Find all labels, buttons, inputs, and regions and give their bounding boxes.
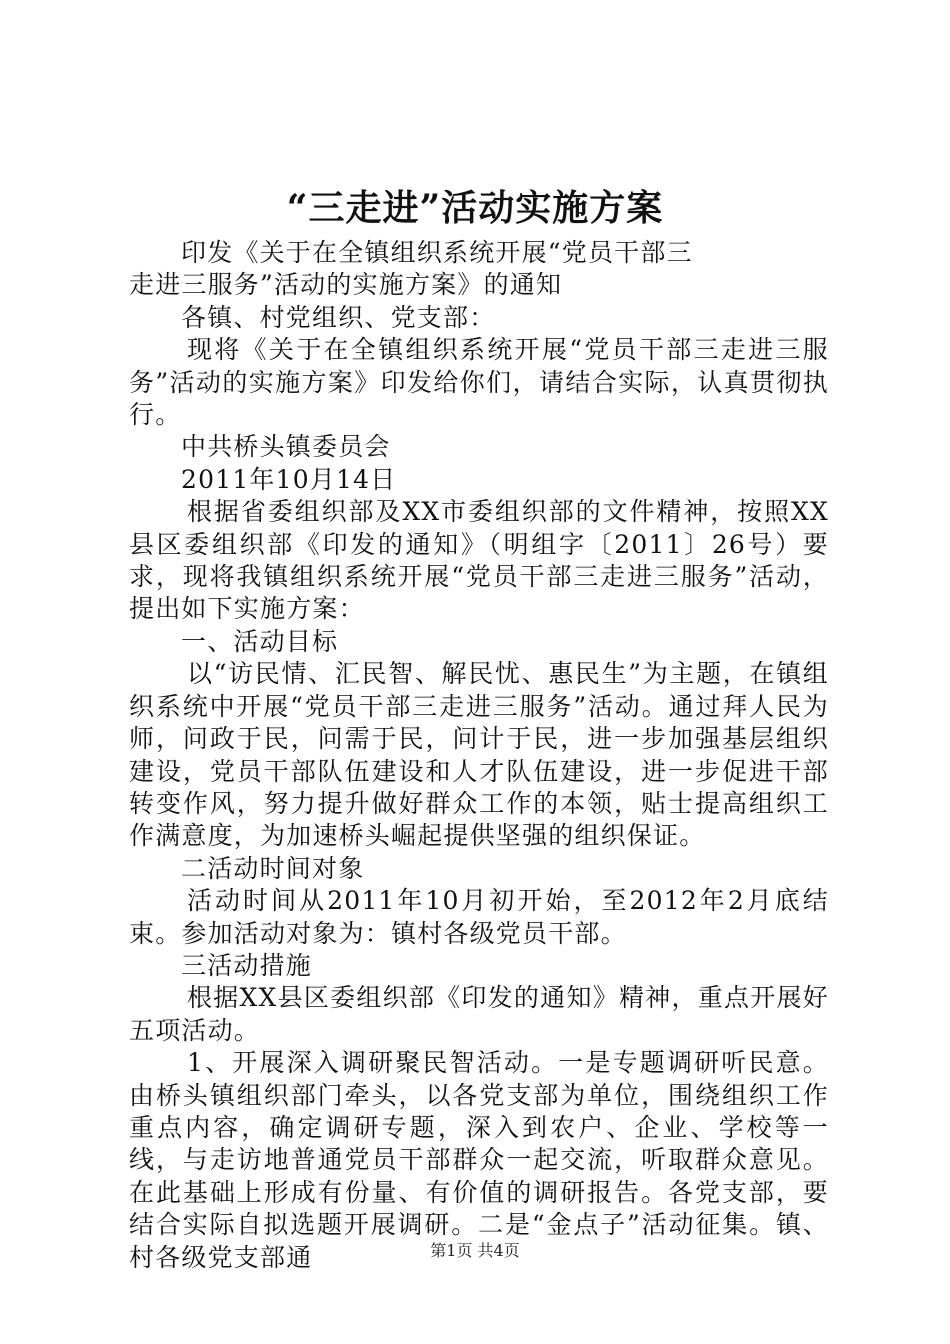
notice-heading-line-2: 走进三服务”活动的实施方案》的通知 [129, 270, 563, 300]
section-heading-measures: 三活动措施 [181, 950, 313, 980]
section-heading-goals: 一、活动目标 [181, 626, 339, 656]
goals-paragraph: 以“访民情、汇民智、解民忧、惠民生”为主题，在镇组织系统中开展“党员干部三走进三服务”活动。通过拜人民为师，问政于民，问需于民，问计于民，进一步加强基层组织建设，党员干部队伍建设和人才队伍建设，进一步促进干部转变作风，努力提升做好群众工作的本领，贴士提高组织工作满意度，为加速桥头崛起提供坚强的组织保证。 [129, 659, 829, 851]
document-title: “三走进”活动实施方案 [286, 187, 664, 229]
measures-intro-paragraph: 根据XX县区委组织部《印发的通知》精神，重点开展好五项活动。 [129, 983, 829, 1045]
notice-heading-line-1: 印发《关于在全镇组织系统开展“党员干部三 [181, 238, 693, 267]
page-indicator: 第1页 共4页 [430, 1241, 520, 1260]
measures-item-1-paragraph: 1、开展深入调研聚民智活动。一是专题调研听民意。由桥头镇组织部门牵头，以各党支部为单位，围绕组织工作重点内容，确定调研专题，深入到农户、企业、学校等一线，与走访地普通党员干部群众一起交流，听取群众意见。在此基础上形成有份量、有价值的调研报告。各党支部，要结合实际自拟选题开展调研。二是“金点子”活动征集。镇、村各级党支部通 [129, 1048, 829, 1272]
issue-date: 2011年10月14日 [181, 464, 397, 494]
salutation: 各镇、村党组织、党支部： [181, 302, 496, 332]
notice-paragraph: 现将《关于在全镇组织系统开展“党员干部三走进三服务”活动的实施方案》印发给你们，请结合实际，认真贯彻执行。 [129, 335, 829, 430]
section-heading-time: 二活动时间对象 [181, 853, 365, 883]
time-paragraph: 活动时间从2011年10月初开始，至2012年2月底结束。参加活动对象为：镇村各级党员干部。 [129, 886, 829, 948]
intro-paragraph: 根据省委组织部及XX市委组织部的文件精神，按照XX县区委组织部《印发的通知》（明组字〔2011〕26号）要求，现将我镇组织系统开展“党员干部三走进三服务”活动，提出如下实施方案： [129, 497, 829, 624]
document-body [129, 237, 829, 1274]
issuer-name: 中共桥头镇委员会 [181, 432, 391, 462]
